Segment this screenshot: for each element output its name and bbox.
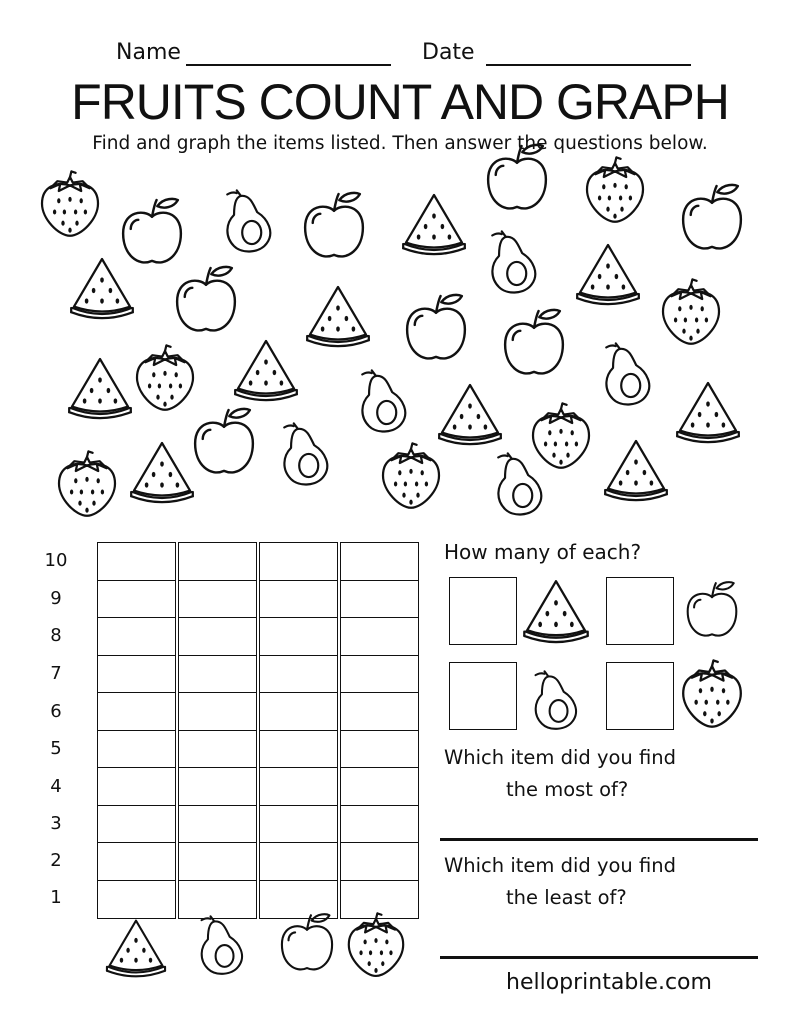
graph-cell-watermelon-10[interactable] [97, 542, 176, 581]
name-label: Name [116, 40, 181, 65]
avocado-icon [486, 450, 554, 522]
watermelon-slice-icon [670, 376, 746, 446]
strawberry-icon [35, 168, 105, 242]
graph-cell-apple-8[interactable] [259, 617, 338, 656]
y-label-10: 10 [44, 550, 68, 571]
graph-cell-strawberry-10[interactable] [340, 542, 419, 581]
graph-cell-strawberry-2[interactable] [340, 842, 419, 881]
strawberry-icon [376, 440, 446, 514]
graph-cell-avocado-3[interactable] [178, 805, 257, 844]
strawberry-icon [342, 910, 410, 982]
y-label-6: 6 [50, 701, 62, 722]
graph-cell-strawberry-9[interactable] [340, 580, 419, 619]
graph-cell-watermelon-8[interactable] [97, 617, 176, 656]
graph-cell-avocado-2[interactable] [178, 842, 257, 881]
graph-cell-avocado-6[interactable] [178, 692, 257, 731]
question-most-line2: the most of? [506, 778, 629, 801]
avocado-icon [524, 666, 588, 738]
graph-cell-watermelon-3[interactable] [97, 805, 176, 844]
avocado-count-box[interactable] [449, 662, 517, 730]
graph-cell-apple-7[interactable] [259, 655, 338, 694]
watermelon-slice-icon [598, 434, 674, 504]
graph-cell-strawberry-3[interactable] [340, 805, 419, 844]
question-most [444, 742, 734, 806]
apple-icon [296, 188, 372, 264]
watermelon-slice-icon [396, 188, 472, 258]
question-least-line1: Which item did you find [444, 854, 677, 877]
graph-cell-watermelon-4[interactable] [97, 767, 176, 806]
y-label-5: 5 [50, 738, 62, 759]
strawberry-icon [656, 276, 726, 350]
y-label-7: 7 [50, 663, 62, 684]
apple-icon [674, 180, 750, 256]
graph-cell-watermelon-7[interactable] [97, 655, 176, 694]
graph-cell-strawberry-6[interactable] [340, 692, 419, 731]
avocado-icon [190, 912, 254, 982]
watermelon-slice-icon [300, 280, 376, 350]
footer-site: helloprintable.com [506, 970, 712, 995]
avocado-icon [594, 340, 662, 412]
graph-cell-avocado-7[interactable] [178, 655, 257, 694]
graph-cell-apple-3[interactable] [259, 805, 338, 844]
question-least [444, 850, 734, 914]
y-label-3: 3 [50, 813, 62, 834]
apple-icon [398, 290, 474, 366]
watermelon-slice-icon [518, 574, 594, 646]
avocado-icon [480, 228, 548, 300]
graph-cell-watermelon-5[interactable] [97, 730, 176, 769]
graph-cell-apple-6[interactable] [259, 692, 338, 731]
graph-cell-avocado-5[interactable] [178, 730, 257, 769]
apple-icon [496, 305, 572, 381]
avocado-icon [272, 420, 340, 492]
strawberry-icon [580, 154, 650, 228]
apple-icon [274, 910, 340, 976]
watermelon-slice-icon [62, 352, 138, 422]
graph-cell-apple-10[interactable] [259, 542, 338, 581]
avocado-icon [215, 187, 283, 259]
strawberry-icon [676, 656, 748, 734]
strawberry-icon [52, 448, 122, 522]
graph-cell-apple-5[interactable] [259, 730, 338, 769]
worksheet-title: FRUITS COUNT AND GRAPH [71, 74, 729, 130]
most-answer-line[interactable] [440, 838, 758, 841]
watermelon-count-box[interactable] [449, 577, 517, 645]
y-label-2: 2 [50, 850, 62, 871]
avocado-icon [350, 367, 418, 439]
graph-cell-watermelon-2[interactable] [97, 842, 176, 881]
question-most-line1: Which item did you find [444, 746, 677, 769]
y-label-4: 4 [50, 776, 62, 797]
apple-icon [680, 578, 744, 642]
graph-cell-strawberry-7[interactable] [340, 655, 419, 694]
graph-cell-avocado-10[interactable] [178, 542, 257, 581]
graph-cell-watermelon-1[interactable] [97, 880, 176, 919]
graph-cell-apple-4[interactable] [259, 767, 338, 806]
watermelon-slice-icon [124, 436, 200, 506]
watermelon-slice-icon [570, 238, 646, 308]
graph-cell-avocado-4[interactable] [178, 767, 257, 806]
instructions: Find and graph the items listed. Then answer the questions below. [92, 133, 708, 154]
question-least-line2: the least of? [506, 886, 627, 909]
watermelon-slice-icon [228, 334, 304, 404]
name-line[interactable] [186, 64, 391, 66]
y-label-8: 8 [50, 625, 62, 646]
graph-cell-watermelon-9[interactable] [97, 580, 176, 619]
strawberry-count-box[interactable] [606, 662, 674, 730]
watermelon-slice-icon [432, 378, 508, 448]
watermelon-slice-icon [64, 252, 140, 322]
apple-icon [168, 262, 244, 338]
date-label: Date [422, 40, 475, 65]
least-answer-line[interactable] [440, 956, 758, 959]
graph-cell-apple-2[interactable] [259, 842, 338, 881]
y-label-9: 9 [50, 588, 62, 609]
graph-cell-strawberry-8[interactable] [340, 617, 419, 656]
graph-cell-strawberry-4[interactable] [340, 767, 419, 806]
y-label-1: 1 [50, 887, 62, 908]
graph-cell-watermelon-6[interactable] [97, 692, 176, 731]
apple-count-box[interactable] [606, 577, 674, 645]
graph-cell-avocado-9[interactable] [178, 580, 257, 619]
graph-cell-avocado-8[interactable] [178, 617, 257, 656]
apple-icon [479, 140, 555, 216]
counts-heading: How many of each? [444, 540, 642, 564]
graph-cell-apple-9[interactable] [259, 580, 338, 619]
graph-cell-strawberry-5[interactable] [340, 730, 419, 769]
watermelon-slice-icon [100, 914, 172, 980]
date-line[interactable] [486, 64, 691, 66]
